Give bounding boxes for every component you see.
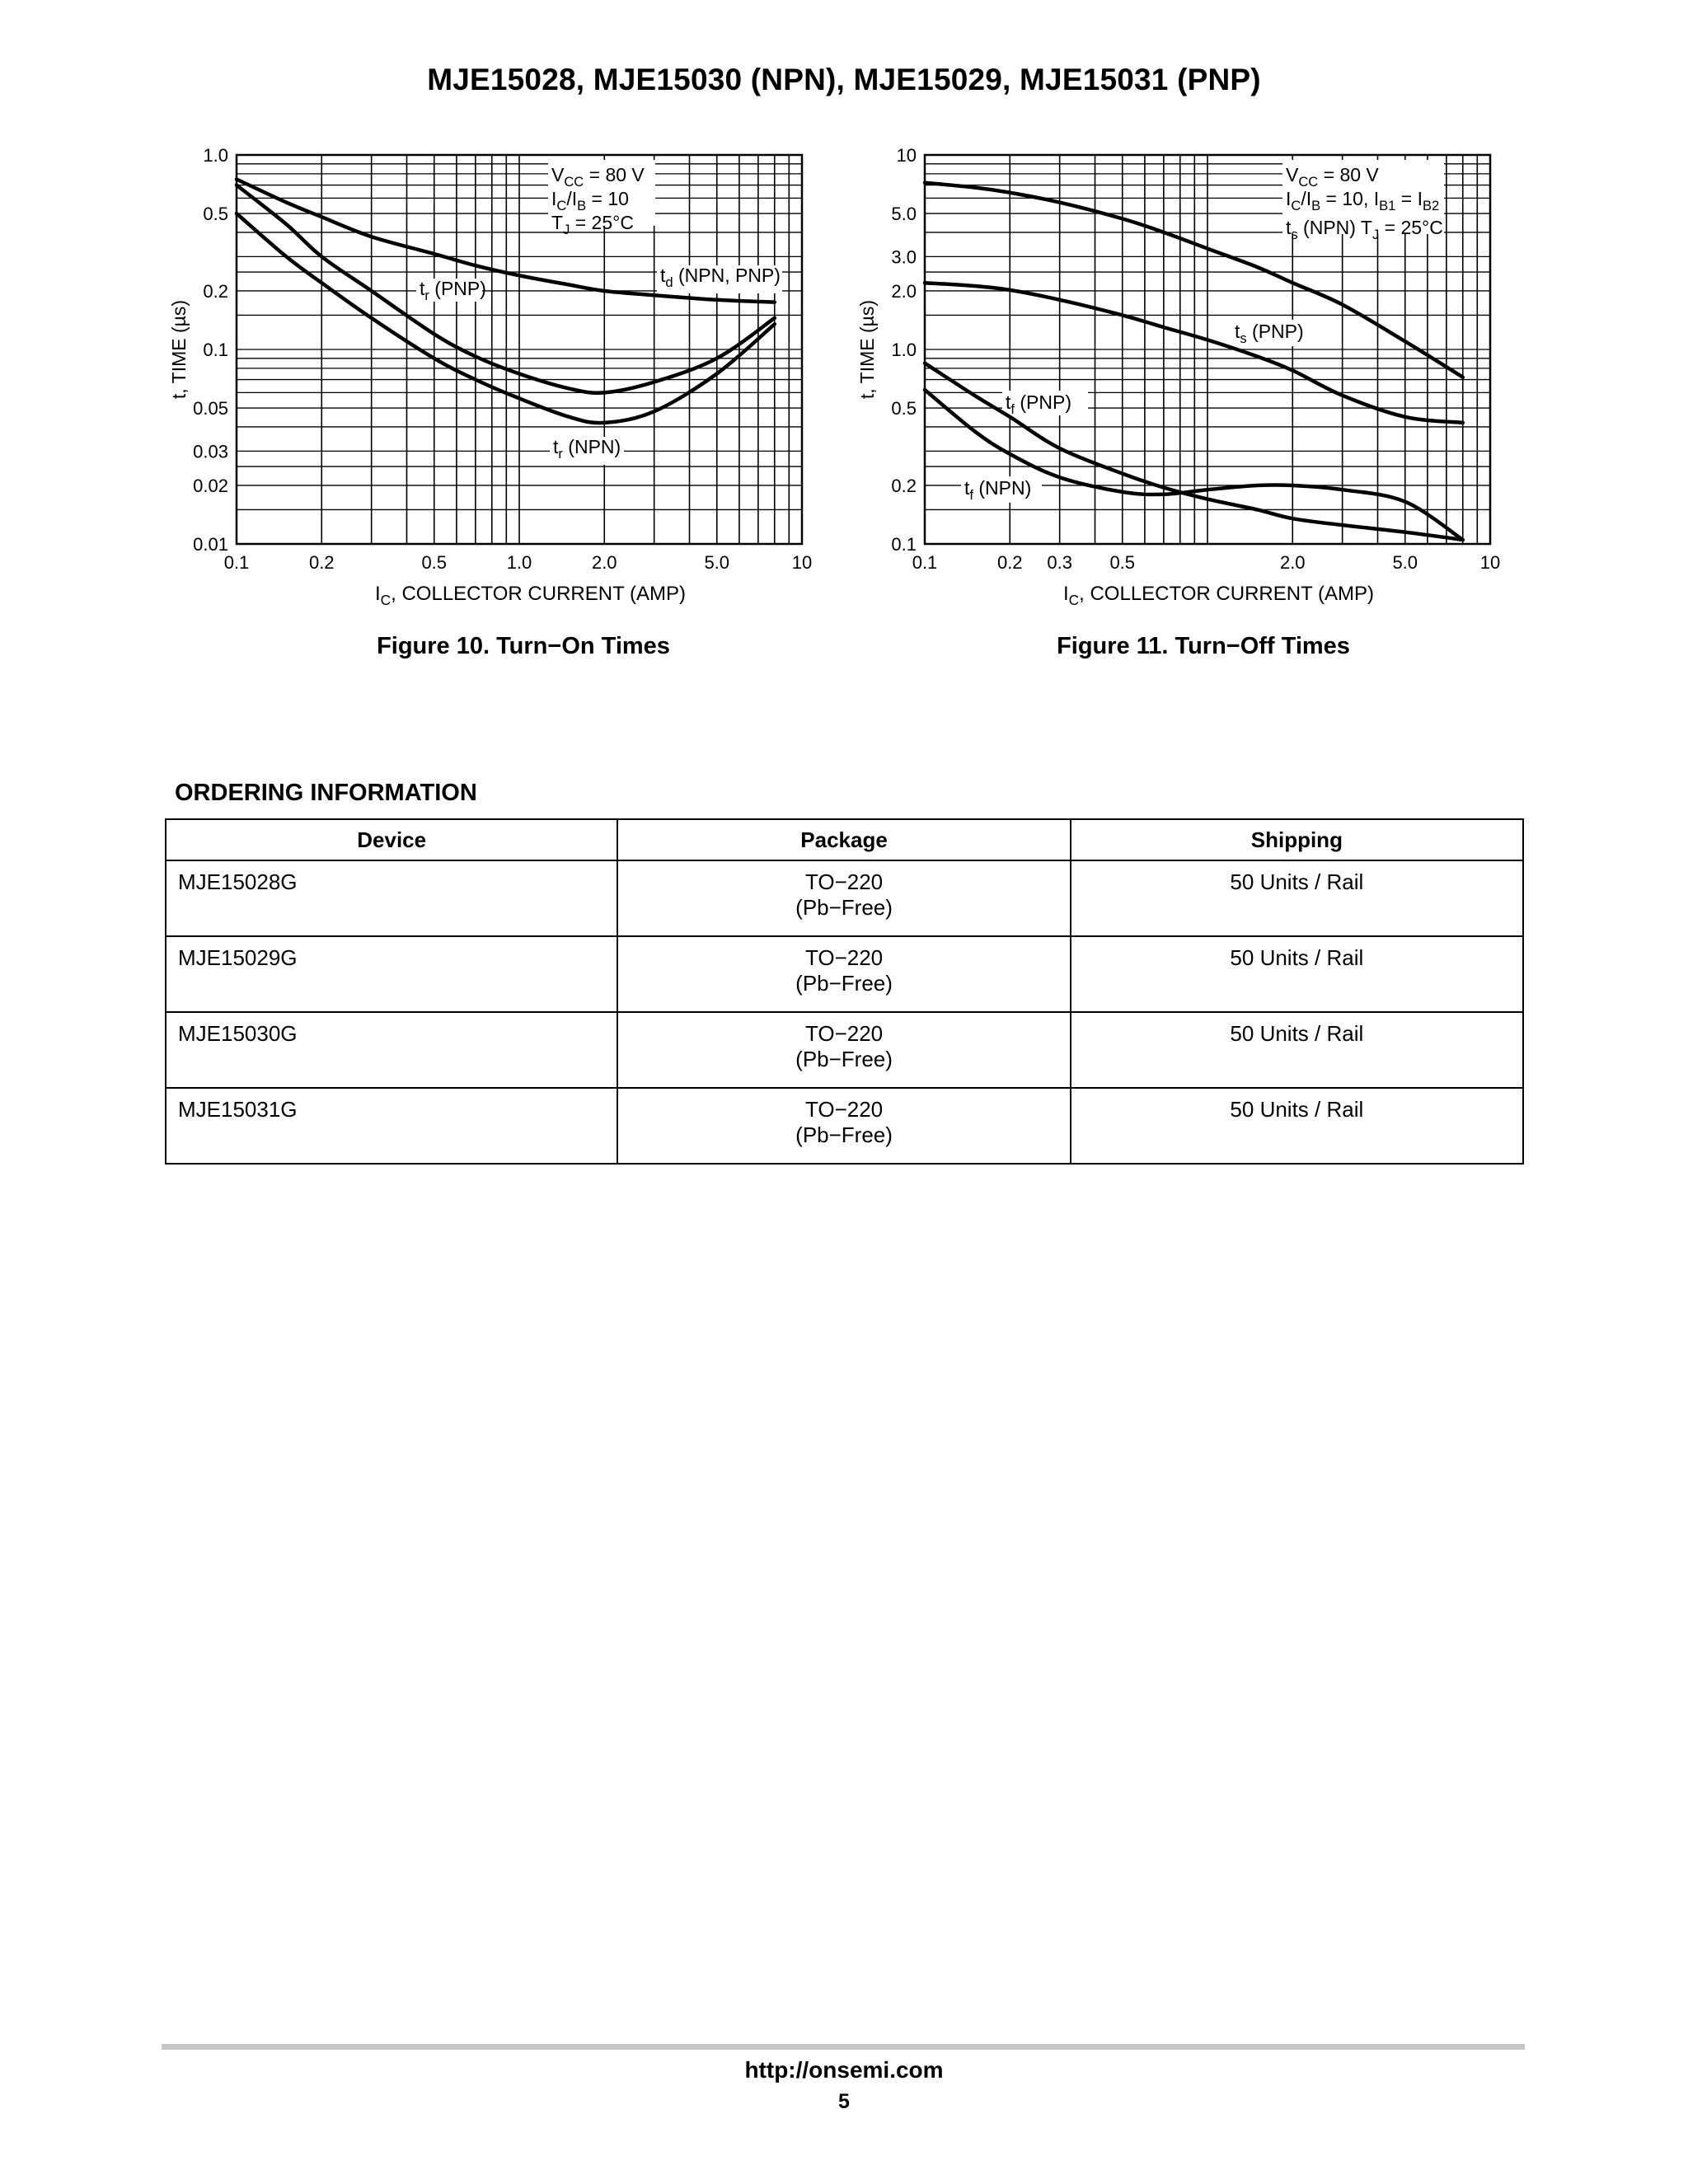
curve-label-tf-npn: $t_f$ (NPN) xyxy=(964,477,1032,503)
y-tick-label: 0.1 xyxy=(203,340,228,360)
y-tick-label: 10 xyxy=(896,145,917,166)
y-tick-label: 0.5 xyxy=(891,398,917,419)
y-tick-label: 0.5 xyxy=(203,204,228,225)
y-tick-label: 0.03 xyxy=(193,441,228,462)
package-cell xyxy=(617,1088,1070,1164)
y-tick-label: 3.0 xyxy=(891,246,917,268)
package-note: (Pb−Free) xyxy=(795,1122,893,1147)
x-tick-label: 5.0 xyxy=(1392,552,1418,573)
table-header-row xyxy=(166,819,1523,860)
package-cell xyxy=(617,1012,1070,1088)
shipping-cell: 50 Units / Rail xyxy=(1071,1012,1523,1088)
y-tick-label: 0.2 xyxy=(203,280,228,302)
x-tick-label: 0.3 xyxy=(1047,552,1072,573)
package-cell xyxy=(617,936,1070,1012)
condition-ic-ib: $I_C/I_B = 10$ xyxy=(551,188,629,213)
package-note: (Pb−Free) xyxy=(795,895,893,920)
y-tick-label: 1.0 xyxy=(891,340,917,360)
shipping-cell: 50 Units / Rail xyxy=(1071,1088,1523,1164)
x-tick-label: 0.5 xyxy=(1109,552,1136,573)
shipping-cell: 50 Units / Rail xyxy=(1071,860,1523,936)
condition-ic-ib: $I_C/I_B = 10$, $I_{B1} = I_{B2}$ xyxy=(1286,188,1440,213)
shipping-cell: 50 Units / Rail xyxy=(1071,936,1523,1012)
package-note: (Pb−Free) xyxy=(795,1047,893,1071)
table-row xyxy=(166,860,1523,936)
y-tick-label: 5.0 xyxy=(891,204,917,225)
y-tick-label: 0.1 xyxy=(891,534,917,555)
x-tick-label: 10 xyxy=(791,552,813,573)
x-tick-label: 0.2 xyxy=(996,552,1023,573)
y-axis-label: t, TIME (µs) xyxy=(856,299,878,400)
curve-label-ts-pnp: $t_s$ (PNP) xyxy=(1235,321,1304,346)
x-tick-label: 0.5 xyxy=(421,552,448,573)
condition-ts-npn-tj: $t_s$ (NPN) $T_J = 25^\circ C$ xyxy=(1286,217,1443,242)
x-tick-label: 0.1 xyxy=(223,552,250,573)
x-tick-label: 2.0 xyxy=(591,552,617,573)
x-axis-label: $I_C$, COLLECTOR CURRENT (AMP) xyxy=(375,583,686,608)
y-tick-label: 0.01 xyxy=(193,534,228,555)
curve-label-tf-pnp: $t_f$ (PNP) xyxy=(1006,391,1071,417)
table-row xyxy=(166,1012,1523,1088)
condition-vcc: $V_{CC} = 80$ V xyxy=(551,164,645,190)
ordering-info-title: ORDERING INFORMATION xyxy=(175,780,477,806)
figure-10-caption: Figure 10. Turn−On Times xyxy=(377,633,670,659)
table-row xyxy=(166,936,1523,1012)
device-cell: MJE15030G xyxy=(166,1012,617,1088)
y-tick-label: 0.2 xyxy=(891,475,917,496)
y-tick-label: 1.0 xyxy=(203,145,228,166)
turn-on-times-plot xyxy=(161,140,820,626)
x-tick-label: 5.0 xyxy=(704,552,730,573)
x-tick-label: 0.2 xyxy=(308,552,335,573)
y-axis-label: t, TIME (µs) xyxy=(168,299,190,400)
device-cell: MJE15028G xyxy=(166,860,617,936)
x-axis-label: $I_C$, COLLECTOR CURRENT (AMP) xyxy=(1063,583,1374,608)
series-line-tr-npn- xyxy=(237,213,775,423)
device-cell: MJE15029G xyxy=(166,936,617,1012)
package-note: (Pb−Free) xyxy=(795,971,893,996)
chart-turn-on-times xyxy=(161,140,820,626)
y-tick-label: 0.02 xyxy=(193,475,228,496)
footer-divider xyxy=(162,2044,1525,2050)
y-tick-label: 0.05 xyxy=(193,398,228,419)
package-name: TO−220 xyxy=(804,945,884,970)
condition-tj: $T_J = 25^\circ C$ xyxy=(551,212,634,237)
device-column-header: Device xyxy=(166,819,617,860)
package-name: TO−220 xyxy=(804,869,884,894)
footer-url[interactable]: http://onsemi.com xyxy=(744,2057,944,2083)
chart-turn-off-times xyxy=(849,140,1508,626)
page-number: 5 xyxy=(838,2090,850,2113)
ordering-table xyxy=(165,818,1524,1165)
package-column-header: Package xyxy=(617,819,1070,860)
curve-label-td: $t_d$ (NPN, PNP) xyxy=(660,265,781,290)
package-name: TO−220 xyxy=(804,1021,884,1046)
device-cell: MJE15031G xyxy=(166,1088,617,1164)
y-tick-label: 2.0 xyxy=(891,280,917,302)
table-row xyxy=(166,1088,1523,1164)
curve-label-tr-pnp: $t_r$ (PNP) xyxy=(420,278,486,303)
curve-label-tr-npn: $t_r$ (NPN) xyxy=(553,436,621,462)
package-cell xyxy=(617,860,1070,936)
turn-off-times-plot xyxy=(849,140,1508,626)
condition-vcc: $V_{CC} = 80$ V xyxy=(1286,164,1379,190)
figure-11-caption: Figure 11. Turn−Off Times xyxy=(1057,633,1350,659)
x-tick-label: 10 xyxy=(1479,552,1501,573)
x-tick-label: 1.0 xyxy=(506,552,532,573)
page-title: MJE15028, MJE15030 (NPN), MJE15029, MJE15031 (PNP) xyxy=(427,63,1261,96)
x-tick-label: 2.0 xyxy=(1279,552,1306,573)
shipping-column-header: Shipping xyxy=(1071,819,1523,860)
package-name: TO−220 xyxy=(804,1097,884,1122)
x-tick-label: 0.1 xyxy=(912,552,938,573)
